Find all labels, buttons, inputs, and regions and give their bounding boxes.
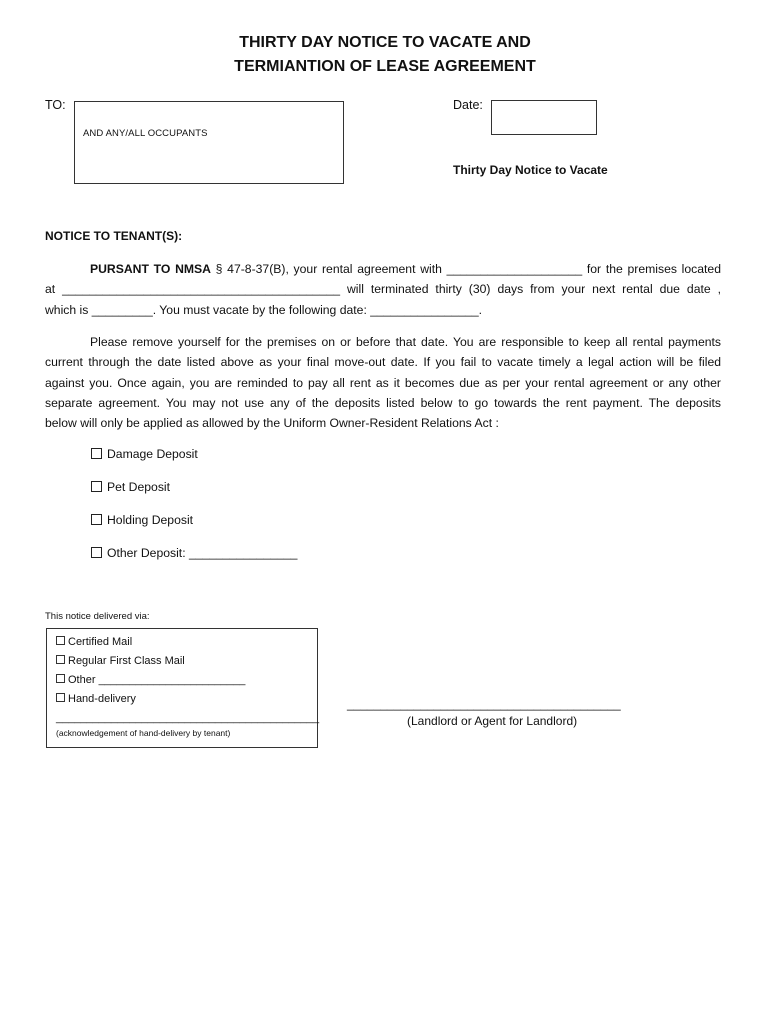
checkbox-icon[interactable] (91, 547, 102, 558)
date-label: Date: (453, 98, 483, 112)
checkbox-icon[interactable] (56, 636, 65, 645)
paragraph-instructions-line-5: below will only be applied as allowed by the Uniform Owner-Resident Relations Act : (45, 416, 499, 431)
checkbox-icon[interactable] (91, 481, 102, 492)
delivery-option-hand-delivery[interactable] (56, 693, 136, 705)
notice-heading: NOTICE TO TENANT(S): (45, 229, 183, 243)
paragraph-instructions-line-1 (45, 332, 721, 352)
statute-line-1-text: § 47-8-37(B), your rental agreement with ____________________ for the premises located (210, 262, 721, 276)
acknowledgement-signature-line[interactable]: ___________________________________________ (56, 712, 320, 724)
landlord-signature-line[interactable]: _________________________________________ (347, 697, 621, 711)
checkbox-icon[interactable] (91, 448, 102, 459)
paragraph-instructions-line-3: against you. Once again, you are reminded to pay all rent as it becomes due as per your rental agreement or any other (45, 375, 721, 390)
delivery-option-other[interactable] (56, 674, 245, 686)
deposit-item-holding[interactable] (91, 513, 193, 527)
paragraph-instructions (45, 332, 721, 433)
checkbox-icon[interactable] (56, 674, 65, 683)
delivery-option-first-class-mail[interactable] (56, 655, 185, 667)
delivery-option-label: Other ________________________ (68, 674, 246, 686)
to-occupants-text: AND ANY/ALL OCCUPANTS (83, 128, 208, 139)
paragraph-statute (45, 259, 721, 320)
delivery-option-label: Certified Mail (68, 636, 133, 648)
deposit-label: Damage Deposit (107, 447, 198, 461)
landlord-signature-label: (Landlord or Agent for Landlord) (407, 714, 578, 728)
deposit-item-pet[interactable] (91, 480, 170, 494)
paragraph-statute-line-3: which is _________. You must vacate by the following date: ________________. (45, 302, 483, 317)
paragraph-instructions-line-2: current through the date listed above as your final move-out date. If you fail to vacate timely a legal action will be filed (45, 355, 721, 370)
side-title: Thirty Day Notice to Vacate (453, 163, 608, 177)
delivery-label: This notice delivered via: (45, 611, 150, 622)
deposit-label: Other Deposit: ________________ (107, 546, 298, 560)
delivery-option-label: Regular First Class Mail (68, 655, 185, 667)
to-label: TO: (45, 98, 66, 112)
deposit-item-damage[interactable] (91, 447, 198, 461)
date-field[interactable] (491, 100, 597, 135)
delivery-option-certified-mail[interactable] (56, 636, 132, 648)
document-title-line-1: THIRTY DAY NOTICE TO VACATE AND (239, 34, 531, 51)
paragraph-statute-line-1 (45, 259, 721, 279)
instructions-line-1-text: Please remove yourself for the premises on or before that date. You are responsible to keep all rental payments (90, 335, 721, 349)
delivery-option-label: Hand-delivery (68, 693, 136, 705)
checkbox-icon[interactable] (91, 514, 102, 525)
deposit-label: Pet Deposit (107, 480, 171, 494)
paragraph-instructions-line-4: separate agreement. You may not use any of the deposits listed below to go towards the rent payment. The deposits (45, 395, 721, 410)
statute-bold-lead: PURSANT TO NMSA (90, 262, 211, 276)
checkbox-icon[interactable] (56, 655, 65, 664)
deposit-item-other[interactable] (91, 546, 297, 560)
checkbox-icon[interactable] (56, 693, 65, 702)
to-field[interactable] (74, 101, 344, 184)
deposit-label: Holding Deposit (107, 513, 194, 527)
paragraph-statute-line-2: at _________________________________________ will terminated thirty (30) days from your next rental due date , (45, 282, 721, 297)
document-title-line-2: TERMIANTION OF LEASE AGREEMENT (234, 58, 536, 75)
acknowledgement-note: (acknowledgement of hand-delivery by tenant) (56, 728, 231, 738)
